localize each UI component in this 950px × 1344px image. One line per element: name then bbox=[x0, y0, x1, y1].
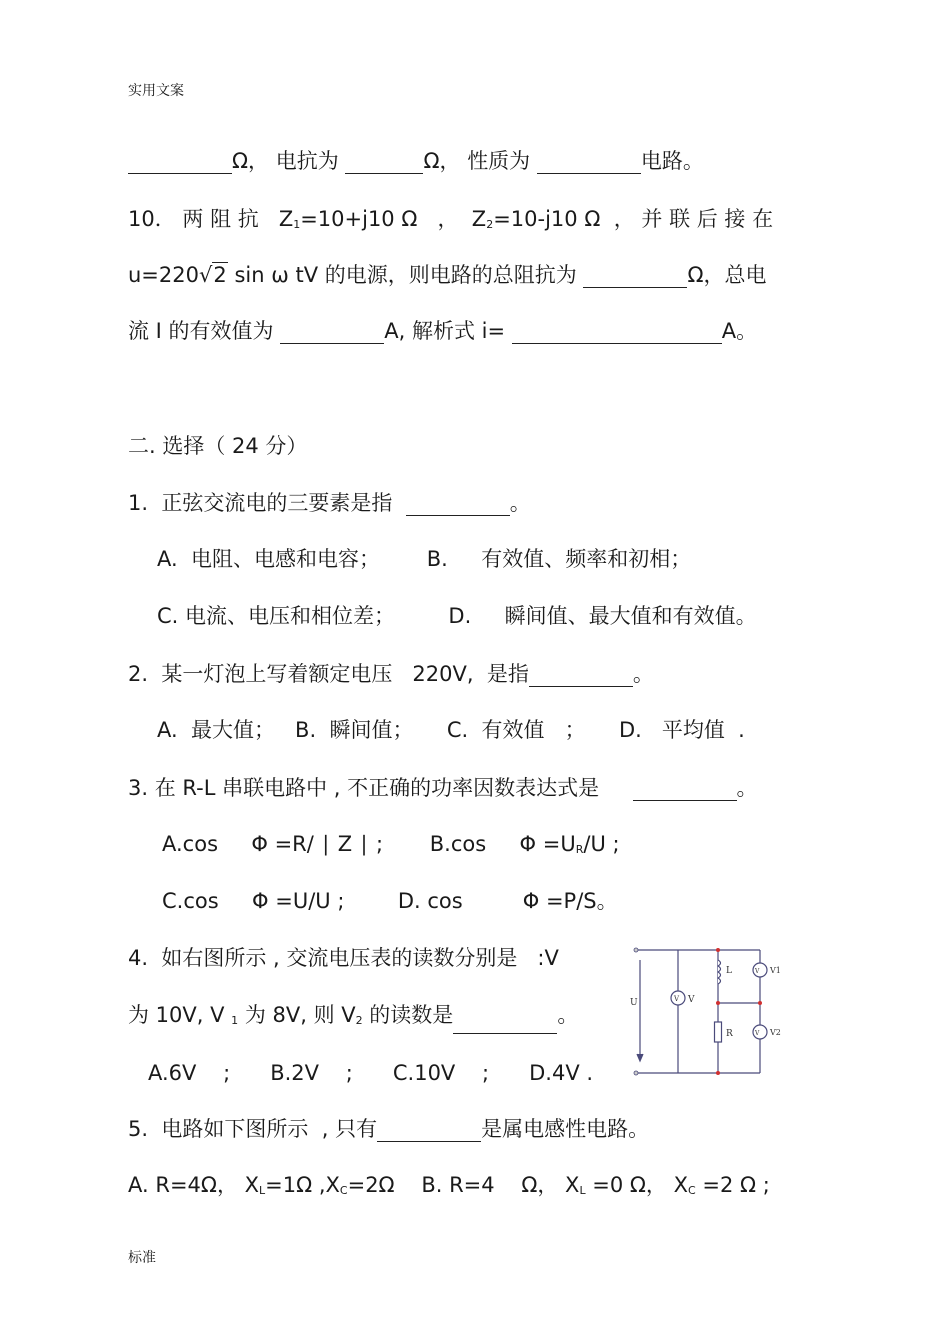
q4-options[interactable]: A.6V ; B.2V ; C.10V ; D.4V . bbox=[148, 1061, 594, 1085]
q1-option-c[interactable]: C. 电流、电压和相位差； bbox=[157, 604, 396, 628]
q9-nature-text: 性质为 bbox=[467, 149, 531, 173]
answer-blank[interactable] bbox=[406, 493, 510, 516]
q1-options-cd bbox=[157, 603, 757, 629]
q4-sub1: 1 bbox=[231, 1014, 239, 1027]
page-header: 实用文案 bbox=[128, 83, 184, 99]
q3-option-d[interactable]: D. cos Φ =P/S。 bbox=[397, 889, 618, 913]
label-r: R bbox=[726, 1029, 733, 1039]
q5-stem bbox=[128, 1116, 649, 1142]
q10-line3c: A。 bbox=[721, 319, 758, 343]
q3-option-c[interactable]: C.cos Φ =U/U ; bbox=[162, 889, 345, 913]
q9-end: 电路。 bbox=[640, 149, 704, 173]
q3-end: 。 bbox=[736, 776, 758, 800]
z2-sub: 2 bbox=[486, 218, 494, 231]
q3-option-b[interactable] bbox=[430, 832, 620, 856]
q3-stem-text: 3. 在 R-L 串联电路中 , 不正确的功率因数表达式是 bbox=[128, 776, 600, 800]
q1-option-d[interactable]: D. 瞬间值、最大值和有效值。 bbox=[448, 604, 757, 628]
q3-option-b-sub: R bbox=[575, 843, 584, 856]
q5-a-end: =2Ω bbox=[347, 1173, 395, 1197]
q9-ohm: Ω， bbox=[232, 149, 270, 173]
q3-stem bbox=[128, 775, 758, 801]
q5-b-sub-l: L bbox=[579, 1184, 586, 1197]
q2-end: 。 bbox=[632, 662, 654, 686]
u-suffix: sin ω tV 的电源，则电路的总阻抗为 bbox=[234, 263, 577, 287]
q10-line3a: 流 I 的有效值为 bbox=[128, 319, 274, 343]
q9-reactance-text: 电抗为 bbox=[275, 149, 339, 173]
q5-stem-text: 5. 电路如下图所示 , 只有 bbox=[128, 1117, 378, 1141]
answer-blank[interactable] bbox=[453, 1011, 557, 1034]
answer-blank[interactable] bbox=[345, 151, 423, 174]
answer-blank[interactable] bbox=[529, 664, 633, 687]
q1-end: 。 bbox=[509, 491, 531, 515]
q9-tail-line bbox=[128, 148, 704, 174]
q5-a-sub-c: C bbox=[339, 1184, 348, 1197]
q10-line1 bbox=[128, 206, 773, 238]
label-v: V bbox=[688, 995, 695, 1005]
z1-symbol: Z bbox=[278, 207, 294, 231]
q5-options bbox=[128, 1172, 770, 1204]
q5-option-b-text: B. R=4 Ω， X bbox=[421, 1173, 580, 1197]
label-l: L bbox=[726, 966, 732, 976]
q1-stem-text: 1. 正弦交流电的三要素是指 bbox=[128, 491, 393, 515]
q5-option-b[interactable] bbox=[421, 1173, 769, 1197]
label-u: U bbox=[630, 998, 638, 1008]
q1-stem bbox=[128, 490, 531, 516]
q5-end: 是属电感性电路。 bbox=[481, 1117, 650, 1141]
q4-line2c: 的读数是 bbox=[362, 1003, 454, 1027]
q2-options[interactable]: A. 最大值； B. 瞬间值； C. 有效值 ； D. 平均值 . bbox=[157, 718, 745, 742]
q5-b-mid: =0 Ω， X bbox=[585, 1173, 688, 1197]
q1-option-a[interactable]: A. 电阻、电感和电容； bbox=[157, 547, 381, 571]
q4-stem: 4. 如右图所示 , 交流电压表的读数分别是 :V bbox=[128, 946, 559, 970]
label-v-inner: V bbox=[674, 995, 680, 1003]
q3-option-b-text: B.cos Φ =U bbox=[429, 832, 576, 856]
label-v1-inner: V bbox=[755, 968, 760, 975]
label-v2: V2 bbox=[770, 1028, 781, 1037]
answer-blank[interactable] bbox=[128, 151, 232, 174]
q4-sub2: 2 bbox=[355, 1014, 363, 1027]
q3-option-a[interactable]: A.cos Φ =R/ ∣ Z ∣ ; bbox=[162, 832, 384, 856]
sqrt-symbol: √2 bbox=[199, 263, 227, 287]
q5-a-mid: =1Ω ,X bbox=[265, 1173, 340, 1197]
q5-b-sub-c: C bbox=[688, 1184, 696, 1197]
q10-ohm: Ω，总电 bbox=[687, 263, 767, 287]
section-title: 二. 选择（ 24 分） bbox=[128, 434, 308, 458]
answer-blank[interactable] bbox=[633, 778, 737, 801]
q3-options-cd bbox=[162, 888, 618, 914]
q1-options-ab bbox=[157, 546, 691, 572]
q3-option-b-end: /U ; bbox=[583, 832, 620, 856]
answer-blank[interactable] bbox=[583, 265, 687, 288]
q5-option-a-text: A. R=4Ω， X bbox=[128, 1173, 260, 1197]
answer-blank[interactable] bbox=[512, 321, 722, 344]
circuit-diagram bbox=[628, 940, 788, 1080]
z1-value: =10+j10 Ω bbox=[300, 207, 418, 231]
label-v1: V1 bbox=[770, 966, 781, 975]
q10-comma: ， bbox=[437, 207, 459, 231]
label-v2-inner: V bbox=[755, 1030, 760, 1037]
q4-line2b: 为 8V, 则 V bbox=[238, 1003, 356, 1027]
q4-end: 。 bbox=[557, 1003, 579, 1027]
q10-text1: 两 阻 抗 bbox=[182, 207, 259, 231]
z2-value: =10-j10 Ω bbox=[493, 207, 601, 231]
q4-line2 bbox=[128, 1002, 578, 1034]
q9-ohm2: Ω， bbox=[423, 149, 461, 173]
q10-line3 bbox=[128, 318, 757, 344]
u-prefix: u=220 bbox=[128, 263, 199, 287]
q2-stem-text: 2. 某一灯泡上写着额定电压 220V, 是指 bbox=[128, 662, 529, 686]
page-footer: 标准 bbox=[128, 1250, 156, 1266]
answer-blank[interactable] bbox=[537, 151, 641, 174]
q3-options-ab bbox=[162, 831, 620, 863]
q10-line3b: A, 解析式 i= bbox=[384, 319, 506, 343]
q10-line2 bbox=[128, 262, 767, 288]
q10-number: 10． bbox=[128, 207, 176, 231]
answer-blank[interactable] bbox=[280, 321, 384, 344]
z1-sub: 1 bbox=[293, 218, 301, 231]
q5-a-sub-l: L bbox=[259, 1184, 266, 1197]
q2-stem bbox=[128, 661, 654, 687]
answer-blank[interactable] bbox=[377, 1119, 481, 1142]
q4-line2a: 为 10V, V bbox=[128, 1003, 232, 1027]
q1-option-b[interactable]: B. 有效值、频率和初相； bbox=[426, 547, 692, 571]
q10-text2: ， 并 联 后 接 在 bbox=[613, 207, 774, 231]
sqrt-arg: 2 bbox=[213, 263, 227, 287]
z2-symbol: Z bbox=[471, 207, 487, 231]
q5-b-end: =2 Ω ; bbox=[695, 1173, 770, 1197]
q5-option-a[interactable] bbox=[128, 1173, 395, 1197]
